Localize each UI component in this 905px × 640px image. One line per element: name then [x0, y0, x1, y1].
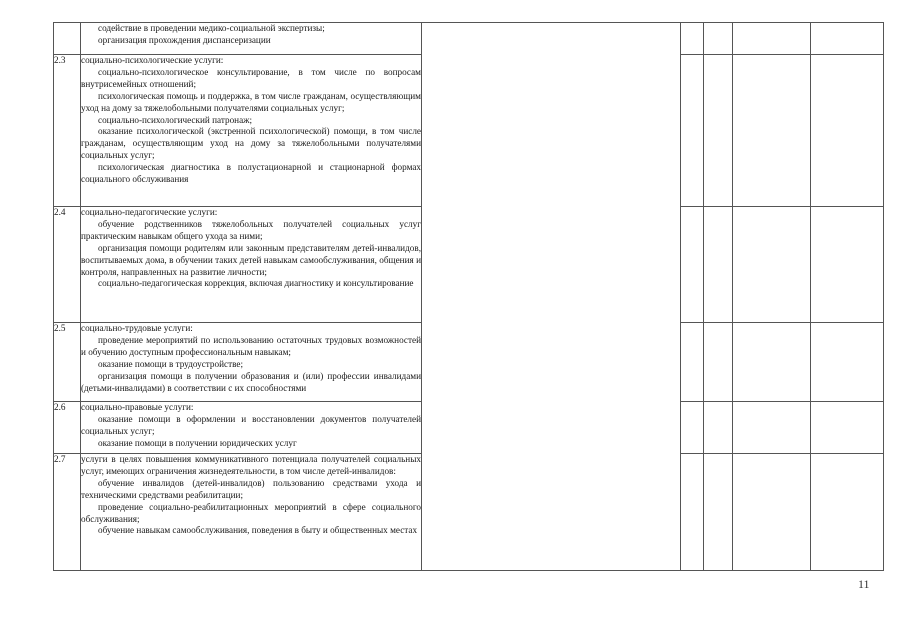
service-line: организация помощи родителям или законным представителям детей-инвалидов, воспитываемых дома, в обучении таких детей навыкам самообслуживания, общения и контроля, направленных на развитие личности; — [81, 242, 421, 277]
row-number — [54, 23, 81, 55]
service-line: психологическая помощь и поддержка, в том числе гражданам, осуществляющим уход на дому за тяжелобольными получателями социальных услуг; — [81, 90, 421, 113]
service-line: оказание помощи в получении юридических услуг — [98, 437, 297, 448]
service-description — [81, 207, 422, 323]
empty-cell — [681, 454, 704, 571]
service-line: психологическая диагностика в полустационарной и стационарной формах социального обслуживания — [81, 162, 421, 185]
service-line: организация прохождения диспансеризации — [98, 34, 271, 45]
empty-cell — [681, 402, 704, 454]
service-line: оказание помощи в оформлении и восстановлении документов получателей социальных услуг; — [81, 413, 421, 436]
service-description — [81, 402, 422, 454]
service-line: оказание помощи в трудоустройстве; — [98, 358, 244, 369]
row-number: 2.7 — [54, 454, 81, 571]
service-line: проведение мероприятий по использованию остаточных трудовых возможностей и обучению доступным профессиональным навыкам; — [81, 334, 421, 357]
service-line: содействие в проведении медико-социальной экспертизы; — [98, 23, 325, 33]
service-description — [81, 23, 422, 55]
empty-cell — [733, 454, 811, 571]
service-line: социально-психологический патронаж; — [98, 114, 253, 125]
empty-cell — [681, 23, 704, 55]
service-line: социально-психологические услуги: — [81, 55, 224, 65]
row-number: 2.4 — [54, 207, 81, 323]
service-description — [81, 454, 422, 571]
empty-cell — [704, 323, 733, 402]
empty-cell — [704, 454, 733, 571]
empty-cell — [681, 207, 704, 323]
service-line: обучение инвалидов (детей-инвалидов) пользованию средствами ухода и техническими средствами реабилитации; — [81, 477, 421, 500]
empty-cell — [733, 402, 811, 454]
empty-cell — [704, 207, 733, 323]
service-line: социально-психологическое консультирование, в том числе по вопросам внутрисемейных отношений; — [81, 66, 421, 89]
empty-cell — [704, 55, 733, 207]
empty-cell — [704, 23, 733, 55]
empty-cell — [681, 55, 704, 207]
service-description — [81, 55, 422, 207]
row-number: 2.3 — [54, 55, 81, 207]
services-table-body — [54, 23, 884, 571]
services-table — [53, 22, 884, 571]
service-line: услуги в целях повышения коммуникативного потенциала получателей социальных услуг, имеющих ограничения жизнедеятельности, в том числе детей-инвалидов: — [81, 454, 421, 476]
service-description — [81, 323, 422, 402]
empty-cell — [681, 323, 704, 402]
table-row — [54, 23, 884, 55]
service-line: организация помощи в получении образования и (или) профессии инвалидами (детьми-инвалидами) в соответствии с их способностями — [81, 370, 421, 393]
empty-cell — [704, 402, 733, 454]
empty-cell — [811, 323, 884, 402]
empty-cell — [811, 402, 884, 454]
page-number: 11 — [858, 577, 870, 591]
service-line: социально-правовые услуги: — [81, 402, 194, 412]
row-number: 2.5 — [54, 323, 81, 402]
empty-cell — [733, 23, 811, 55]
service-line: обучение навыкам самообслуживания, поведения в быту и общественных местах — [98, 525, 418, 536]
service-line: оказание психологической (экстренной психологической) помощи, в том числе гражданам, осуществляющим уход на дому за тяжелобольными получателями социальных услуг; — [81, 126, 421, 161]
service-line: проведение социально-реабилитационных мероприятий в сфере социального обслуживания; — [81, 501, 421, 524]
service-line: социально-педагогическая коррекция, включая диагностику и консультирование — [98, 278, 414, 289]
service-line: социально-трудовые услуги: — [81, 323, 193, 333]
empty-cell — [733, 323, 811, 402]
service-line: социально-педагогические услуги: — [81, 207, 218, 217]
row-number: 2.6 — [54, 402, 81, 454]
empty-cell — [811, 23, 884, 55]
empty-cell — [811, 55, 884, 207]
merged-empty-cell — [422, 23, 681, 571]
empty-cell — [733, 55, 811, 207]
service-line: обучение родственников тяжелобольных получателей социальных услуг практическим навыкам общего ухода за ними; — [81, 218, 421, 241]
empty-cell — [811, 207, 884, 323]
empty-cell — [811, 454, 884, 571]
empty-cell — [733, 207, 811, 323]
